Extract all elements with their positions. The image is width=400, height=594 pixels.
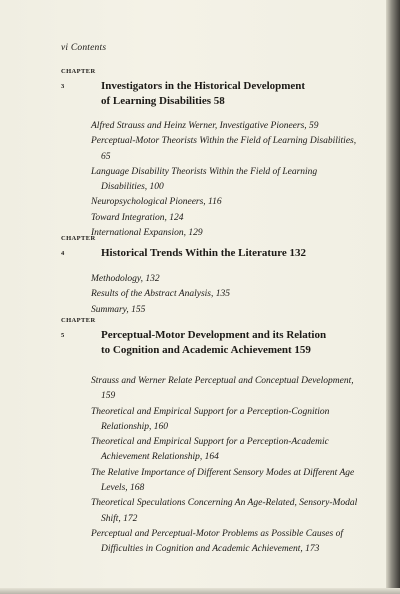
chapter-title-line-1: Perceptual-Motor Development and its Relation	[101, 329, 327, 341]
toc-entry: Alfred Strauss and Heinz Werner, Investigative Pioneers, 59	[91, 121, 319, 131]
toc-entry: Theoretical and Empirical Support for a Perception-Academic Achievement Relationship, 164	[91, 437, 329, 463]
toc-entry: The Relative Importance of Different Sensory Modes at Different Age Levels, 168	[91, 467, 355, 494]
running-head: vi Contents	[61, 43, 107, 53]
chapter-entries	[61, 119, 361, 241]
chapter-heading	[61, 313, 361, 358]
toc-entry: Methodology, 132	[91, 274, 160, 284]
chapter-title-line-2: to Cognition and Academic Achievement 159	[101, 344, 311, 356]
toc-entry: Language Disability Theorists Within the Field of Learning Disabilities, 100	[91, 166, 318, 193]
chapter-label: CHAPTER 4	[61, 235, 96, 257]
chapter-label: CHAPTER 3	[61, 68, 96, 90]
chapter-entries	[61, 272, 361, 318]
toc-entry: Theoretical Speculations Concerning An Age-Related, Sensory-Modal Shift, 172	[91, 498, 358, 524]
chapter-entries	[61, 374, 361, 558]
toc-entry: Perceptual and Perceptual-Motor Problems as Possible Causes of Difficulties in Cognition and Academic Achievement, 173	[91, 528, 343, 555]
toc-entry: Perceptual-Motor Theorists Within the Field of Learning Disabilities, 65	[91, 136, 357, 162]
toc-entry: Toward Integration, 124	[91, 212, 184, 223]
chapter-3	[61, 64, 361, 241]
chapter-title-line-1: Historical Trends Within the Literature 132	[101, 247, 307, 259]
chapter-heading	[61, 231, 361, 261]
toc-entry: Neuropsychological Pioneers, 116	[91, 197, 222, 208]
toc-entry: International Expansion, 129	[91, 228, 203, 239]
chapter-5	[61, 313, 361, 558]
page-edge-shadow	[386, 0, 400, 594]
chapter-4	[61, 231, 361, 318]
toc-entry: Theoretical and Empirical Support for a Perception-Cognition Relationship, 160	[91, 406, 330, 432]
toc-entry: Summary, 155	[91, 304, 146, 315]
toc-entry: Strauss and Werner Relate Perceptual and Conceptual Development, 159	[91, 376, 354, 402]
toc-entry: Results of the Abstract Analysis, 135	[91, 289, 230, 300]
chapter-label: CHAPTER 5	[61, 317, 96, 339]
page-bottom-edge	[0, 588, 400, 594]
chapter-title-line-1: Investigators in the Historical Development	[101, 80, 306, 92]
chapter-heading	[61, 64, 361, 109]
chapter-title-line-2: of Learning Disabilities 58	[101, 95, 225, 107]
